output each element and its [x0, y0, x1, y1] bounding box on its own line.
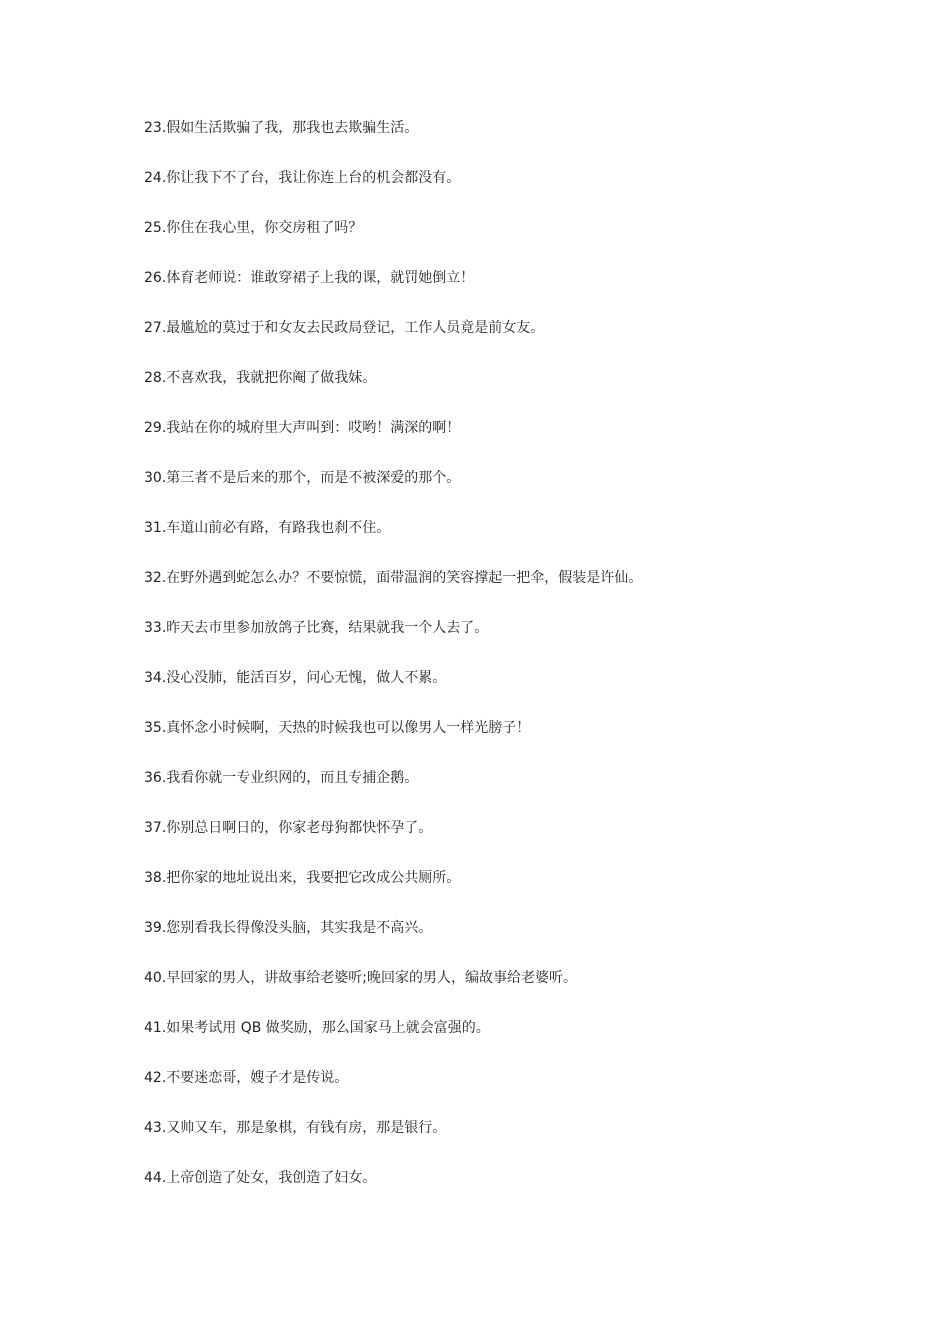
- joke-line-37: 37.你别总日啊日的，你家老母狗都快怀孕了。: [144, 820, 433, 836]
- joke-line-33: 33.昨天去市里参加放鸽子比赛，结果就我一个人去了。: [144, 620, 489, 636]
- joke-line-28: 28.不喜欢我，我就把你阉了做我妹。: [144, 370, 377, 386]
- joke-line-44: 44.上帝创造了处女，我创造了妇女。: [144, 1170, 377, 1186]
- joke-line-26: 26.体育老师说：谁敢穿裙子上我的课，就罚她倒立！: [144, 270, 475, 286]
- joke-line-43: 43.又帅又车，那是象棋，有钱有房，那是银行。: [144, 1120, 447, 1136]
- joke-line-36: 36.我看你就一专业织网的，而且专捕企鹅。: [144, 770, 419, 786]
- joke-line-40: 40.早回家的男人，讲故事给老婆听;晚回家的男人，编故事给老婆听。: [144, 970, 577, 986]
- joke-list: [144, 116, 844, 1216]
- joke-line-23: 23.假如生活欺骗了我，那我也去欺骗生活。: [144, 120, 419, 136]
- joke-line-41: 41.如果考试用 QB 做奖励，那么国家马上就会富强的。: [144, 1020, 490, 1036]
- joke-line-35: 35.真怀念小时候啊，天热的时候我也可以像男人一样光膀子！: [144, 720, 531, 736]
- joke-line-34: 34.没心没肺，能活百岁，问心无愧，做人不累。: [144, 670, 447, 686]
- joke-line-38: 38.把你家的地址说出来，我要把它改成公共厕所。: [144, 870, 461, 886]
- joke-line-31: 31.车道山前必有路，有路我也刹不住。: [144, 520, 391, 536]
- joke-line-42: 42.不要迷恋哥，嫂子才是传说。: [144, 1070, 349, 1086]
- joke-line-24: 24.你让我下不了台，我让你连上台的机会都没有。: [144, 170, 461, 186]
- joke-line-27: 27.最尴尬的莫过于和女友去民政局登记，工作人员竟是前女友。: [144, 320, 545, 336]
- joke-line-25: 25.你住在我心里，你交房租了吗？: [144, 220, 363, 236]
- joke-line-32: 32.在野外遇到蛇怎么办？不要惊慌，面带温润的笑容撑起一把伞，假装是许仙。: [144, 570, 643, 586]
- joke-line-29: 29.我站在你的城府里大声叫到：哎哟！满深的啊！: [144, 420, 461, 436]
- joke-line-39: 39.您别看我长得像没头脑，其实我是不高兴。: [144, 920, 433, 936]
- joke-line-30: 30.第三者不是后来的那个，而是不被深爱的那个。: [144, 470, 461, 486]
